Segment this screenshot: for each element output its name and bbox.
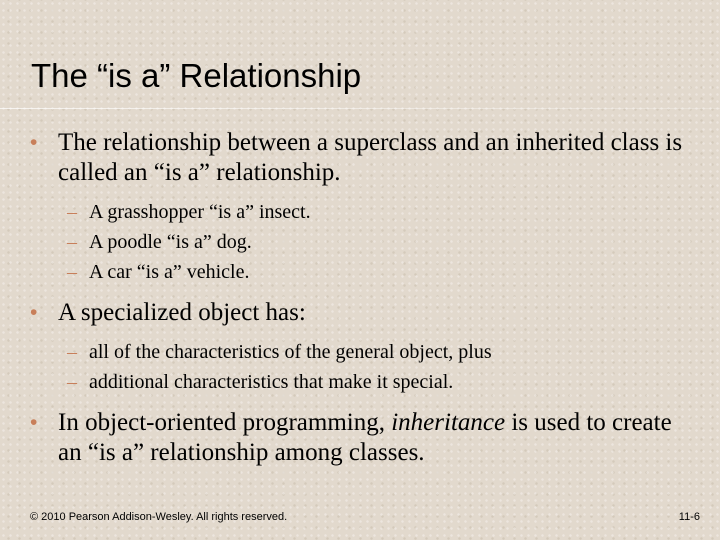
bullet-3-marker: • (30, 411, 38, 434)
sub-bullet-1-2-marker: – (67, 231, 77, 253)
slide-title: The “is a” Relationship (31, 57, 362, 94)
sub-bullet-2-1-text: all of the characteristics of the general object, plus (89, 341, 492, 363)
sub-bullet-1-2 (30, 227, 690, 257)
bullet-1-text: The relationship between a superclass and an inherited class is called an “is a” relationship. (58, 129, 683, 186)
slide-content (30, 128, 690, 468)
bullet-3-text-before: In object-oriented programming, (58, 409, 392, 436)
bullet-2-marker: • (30, 301, 38, 324)
sub-bullet-1-1-marker: – (67, 201, 77, 223)
sub-bullet-2-1-marker: – (67, 341, 77, 363)
bullet-1 (30, 128, 690, 188)
sub-bullet-1-2-text: A poodle “is a” dog. (89, 231, 252, 253)
sub-bullet-2-2-marker: – (67, 371, 77, 393)
bullet-3-emphasis: inheritance (391, 409, 506, 436)
bullet-2-sublist (30, 337, 690, 397)
title-divider (0, 108, 720, 109)
bullet-2-text: A specialized object has: (58, 299, 306, 326)
page-number: 11-6 (678, 511, 700, 523)
sub-bullet-2-2 (30, 367, 690, 397)
sub-bullet-1-1-text: A grasshopper “is a” insect. (89, 201, 311, 223)
sub-bullet-2-2-text: additional characteristics that make it special. (89, 371, 454, 393)
copyright-notice: © 2010 Pearson Addison-Wesley. All rights reserved. (30, 511, 288, 523)
sub-bullet-1-1 (30, 197, 690, 227)
bullet-1-sublist (30, 197, 690, 287)
bullet-2 (30, 298, 690, 328)
sub-bullet-1-3-text: A car “is a” vehicle. (89, 261, 250, 283)
sub-bullet-2-1 (30, 337, 690, 367)
sub-bullet-1-3-marker: – (67, 261, 77, 283)
sub-bullet-1-3 (30, 257, 690, 287)
bullet-1-marker: • (30, 131, 38, 154)
bullet-3-text-after: is used to create an “is a” relationship among classes. (58, 409, 672, 466)
bullet-3 (30, 408, 690, 468)
